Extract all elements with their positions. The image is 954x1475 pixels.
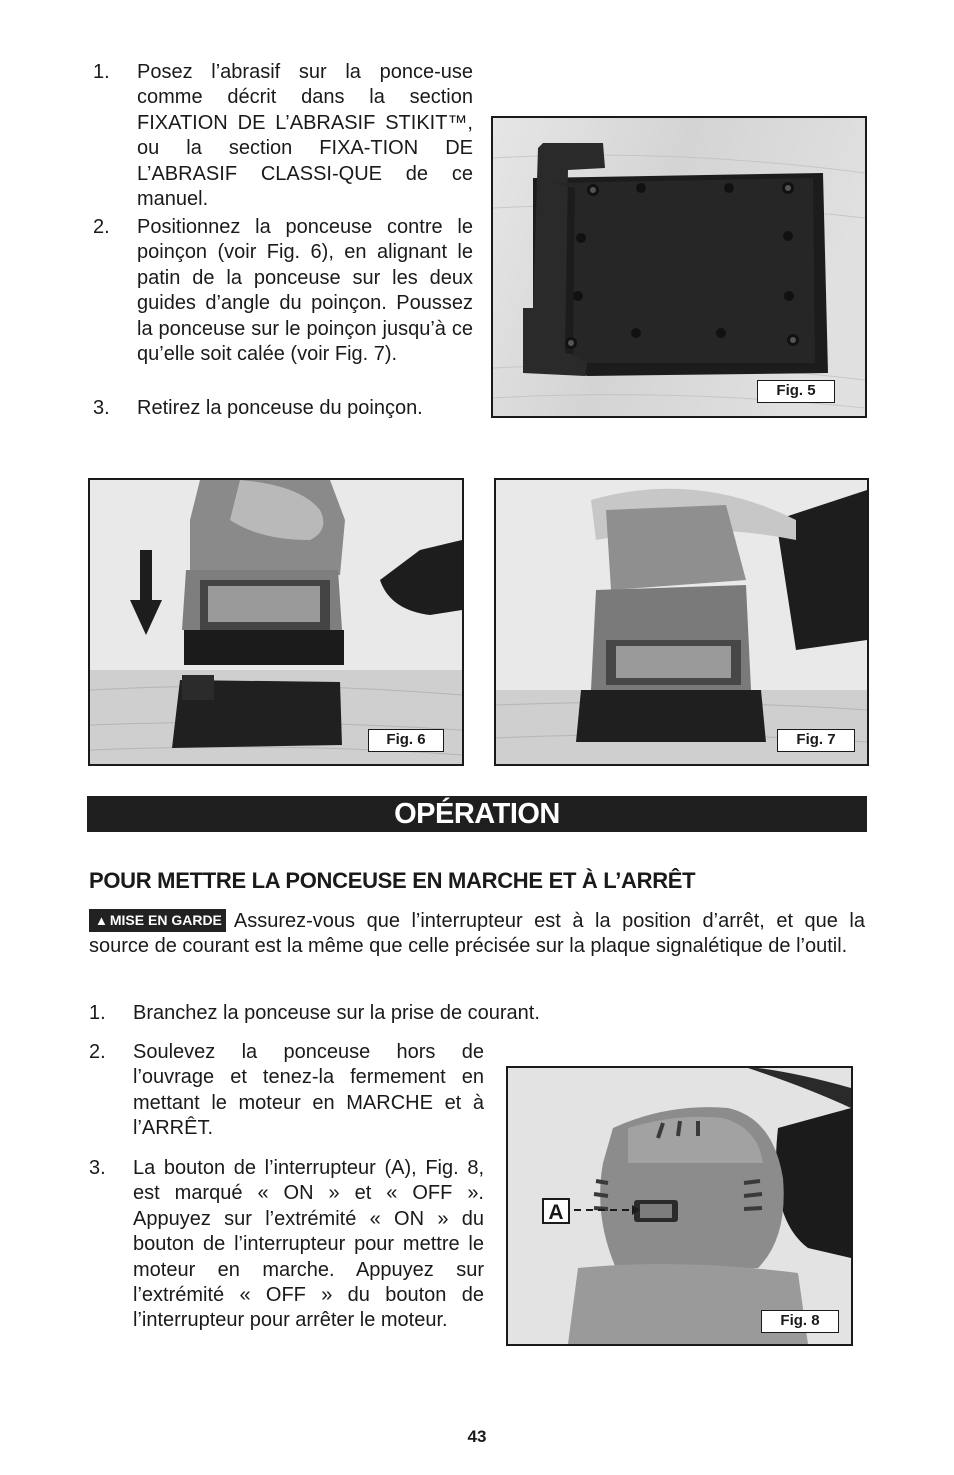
warning-badge bbox=[89, 909, 226, 932]
figure-label: Fig. 6 bbox=[368, 729, 444, 752]
section-title: OPÉRATION bbox=[87, 796, 867, 832]
sander-seated-anvil-image bbox=[496, 480, 867, 764]
step-number: 1. bbox=[89, 1002, 106, 1024]
step-text: Positionnez la ponceuse contre le poinçon (voir Fig. 6), en alignant le patin de la ponceuse sur les deux guides d’angle du poinçon. Poussez la ponceuse sur le poinçon jusqu’à ce qu’elle soit calée (voir Fig. 7). bbox=[137, 216, 473, 366]
step-number: 1. bbox=[93, 61, 110, 83]
step-text: Retirez la ponceuse du poinçon. bbox=[137, 397, 423, 419]
figure-6-photo bbox=[88, 478, 464, 766]
callout-label: A bbox=[542, 1198, 570, 1224]
figure-8-photo bbox=[506, 1066, 853, 1346]
subheading: POUR METTRE LA PONCEUSE EN MARCHE ET À L’ARRÊT bbox=[89, 868, 696, 893]
step-number: 2. bbox=[89, 1041, 106, 1063]
figure-7-photo bbox=[494, 478, 869, 766]
warning-text: Assurez-vous que l’interrupteur est à la position d’arrêt, et que la source de courant est la même que celle précisée sur la plaque signalétique de l’outil. bbox=[89, 910, 865, 958]
figure-label: Fig. 5 bbox=[757, 380, 835, 403]
step-number: 3. bbox=[89, 1157, 106, 1179]
warning-badge-label: MISE EN GARDE bbox=[109, 912, 222, 928]
page-number: 43 bbox=[467, 1427, 487, 1446]
step-text: La bouton de l’interrupteur (A), Fig. 8, est marqué « ON » et « OFF ». Appuyez sur l’extrémité « ON » du bouton de l’interrupteur pour mettre le moteur en marche. Appuyez sur l’extrémité « OFF » du bouton de l’interrupteur pour arrêter le moteur. bbox=[133, 1157, 484, 1332]
anvil-plate-image bbox=[493, 118, 865, 416]
figure-5-photo bbox=[491, 116, 867, 418]
sander-above-anvil-image bbox=[90, 480, 462, 764]
figure-label: Fig. 8 bbox=[761, 1310, 839, 1333]
step-number: 3. bbox=[93, 397, 110, 419]
step-text: Branchez la ponceuse sur la prise de courant. bbox=[133, 1002, 540, 1024]
warning-triangle-icon: ▲ bbox=[95, 913, 108, 928]
figure-label: Fig. 7 bbox=[777, 729, 855, 752]
step-text: Soulevez la ponceuse hors de l’ouvrage et tenez-la fermement en mettant le moteur en MARCHE et à l’ARRÊT. bbox=[133, 1041, 484, 1140]
step-text: Posez l’abrasif sur la ponce-use comme décrit dans la section FIXATION DE L’ABRASIF STIKIT™, ou la section FIXA-TION DE L’ABRASIF CLASSI-QUE de ce manuel. bbox=[137, 61, 473, 211]
step-number: 2. bbox=[93, 216, 110, 238]
warning-paragraph bbox=[89, 909, 865, 960]
